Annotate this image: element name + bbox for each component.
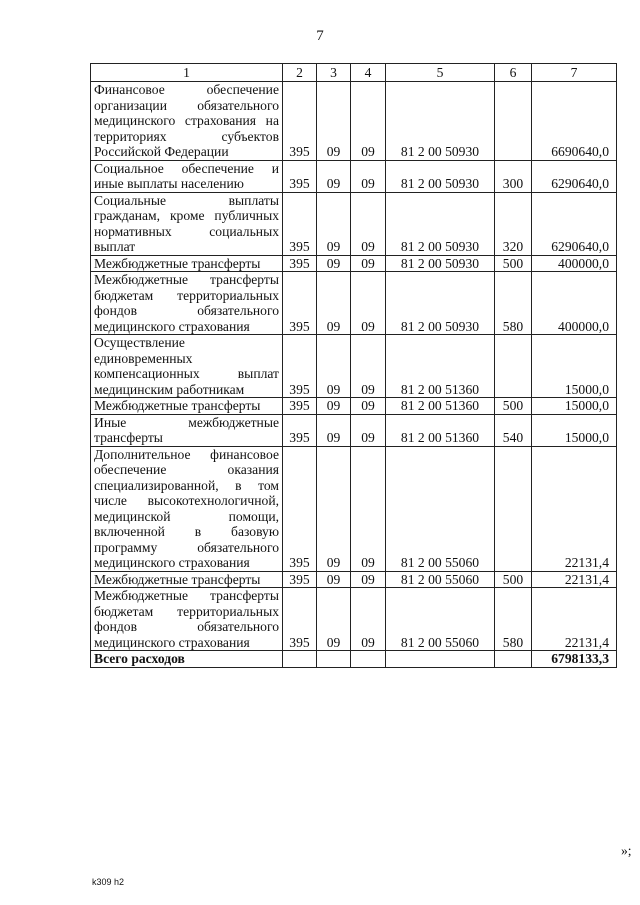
row-admin-code: 395 (283, 398, 317, 415)
table-row (91, 571, 617, 588)
row-subsection-code: 09 (351, 446, 386, 571)
row-target-code: 81 2 00 51360 (386, 398, 495, 415)
row-subsection-code: 09 (351, 571, 386, 588)
row-expense-type: 300 (495, 160, 532, 192)
row-expense-type: 540 (495, 414, 532, 446)
row-admin-code: 395 (283, 192, 317, 255)
table-row (91, 414, 617, 446)
row-admin-code: 395 (283, 82, 317, 161)
row-amount: 22131,4 (532, 588, 617, 651)
row-section-code: 09 (317, 255, 351, 272)
row-admin-code: 395 (283, 160, 317, 192)
row-admin-code: 395 (283, 588, 317, 651)
row-section-code: 09 (317, 82, 351, 161)
row-target-code: 81 2 00 55060 (386, 446, 495, 571)
row-section-code: 09 (317, 446, 351, 571)
row-section-code: 09 (317, 414, 351, 446)
row-section-code: 09 (317, 588, 351, 651)
total-amount: 6798133,3 (532, 651, 617, 668)
row-name: Межбюджетные трансферты (91, 398, 283, 415)
row-amount: 400000,0 (532, 255, 617, 272)
row-subsection-code: 09 (351, 414, 386, 446)
row-admin-code: 395 (283, 571, 317, 588)
row-subsection-code: 09 (351, 335, 386, 398)
row-subsection-code: 09 (351, 255, 386, 272)
row-expense-type: 500 (495, 398, 532, 415)
row-subsection-code: 09 (351, 192, 386, 255)
row-subsection-code: 09 (351, 82, 386, 161)
row-expense-type (495, 82, 532, 161)
column-header: 4 (351, 64, 386, 82)
row-section-code: 09 (317, 160, 351, 192)
row-admin-code: 395 (283, 335, 317, 398)
column-header: 2 (283, 64, 317, 82)
row-target-code: 81 2 00 50930 (386, 272, 495, 335)
table-row (91, 446, 617, 571)
column-header: 3 (317, 64, 351, 82)
row-amount: 15000,0 (532, 414, 617, 446)
row-amount: 400000,0 (532, 272, 617, 335)
row-section-code: 09 (317, 335, 351, 398)
row-section-code: 09 (317, 398, 351, 415)
table-row (91, 160, 617, 192)
budget-table (90, 63, 617, 668)
row-amount: 15000,0 (532, 335, 617, 398)
column-header: 6 (495, 64, 532, 82)
row-name: Дополнительное финансовое обеспечение оказания специализированной, в том числе высокотехнологичной, медицинской помощи, включенной в базовую программу обязательного медицинского страхования (91, 446, 283, 571)
row-expense-type: 320 (495, 192, 532, 255)
table-row (91, 255, 617, 272)
table-header-row (91, 64, 617, 82)
page-number: 7 (316, 28, 324, 44)
row-name: Межбюджетные трансферты (91, 571, 283, 588)
row-target-code: 81 2 00 51360 (386, 335, 495, 398)
row-name: Финансовое обеспечение организации обязательного медицинского страхования на территориях субъектов Российской Федерации (91, 82, 283, 161)
row-admin-code: 395 (283, 414, 317, 446)
row-expense-type (495, 335, 532, 398)
row-target-code: 81 2 00 50930 (386, 192, 495, 255)
column-header: 5 (386, 64, 495, 82)
row-name: Социальные выплаты гражданам, кроме публичных нормативных социальных выплат (91, 192, 283, 255)
row-target-code: 81 2 00 55060 (386, 571, 495, 588)
row-amount: 15000,0 (532, 398, 617, 415)
row-admin-code: 395 (283, 272, 317, 335)
row-amount: 22131,4 (532, 446, 617, 571)
row-section-code: 09 (317, 192, 351, 255)
row-amount: 6290640,0 (532, 192, 617, 255)
row-name: Иные межбюджетные трансферты (91, 414, 283, 446)
row-name: Межбюджетные трансферты (91, 255, 283, 272)
row-expense-type: 500 (495, 571, 532, 588)
row-name: Межбюджетные трансферты бюджетам территориальных фондов обязательного медицинского страхования (91, 588, 283, 651)
row-subsection-code: 09 (351, 588, 386, 651)
row-target-code: 81 2 00 50930 (386, 82, 495, 161)
row-expense-type: 580 (495, 272, 532, 335)
row-target-code: 81 2 00 50930 (386, 160, 495, 192)
row-target-code: 81 2 00 50930 (386, 255, 495, 272)
row-admin-code: 395 (283, 446, 317, 571)
table-row (91, 398, 617, 415)
row-expense-type: 500 (495, 255, 532, 272)
total-row (91, 651, 617, 668)
row-amount: 6290640,0 (532, 160, 617, 192)
table-row (91, 272, 617, 335)
column-header: 1 (91, 64, 283, 82)
row-section-code: 09 (317, 571, 351, 588)
row-target-code: 81 2 00 55060 (386, 588, 495, 651)
row-expense-type: 580 (495, 588, 532, 651)
document-code: k309 h2 (92, 877, 125, 887)
table-row (91, 335, 617, 398)
closing-quote-mark: »; (621, 843, 632, 858)
row-admin-code: 395 (283, 255, 317, 272)
table-row (91, 82, 617, 161)
row-name: Межбюджетные трансферты бюджетам территориальных фондов обязательного медицинского страхования (91, 272, 283, 335)
column-header: 7 (532, 64, 617, 82)
row-name: Осуществление единовременных компенсационных выплат медицинским работникам (91, 335, 283, 398)
table-row (91, 588, 617, 651)
table-body (91, 82, 617, 668)
table-row (91, 192, 617, 255)
total-label: Всего расходов (91, 651, 283, 668)
row-amount: 6690640,0 (532, 82, 617, 161)
row-subsection-code: 09 (351, 398, 386, 415)
row-expense-type (495, 446, 532, 571)
row-target-code: 81 2 00 51360 (386, 414, 495, 446)
row-subsection-code: 09 (351, 160, 386, 192)
row-section-code: 09 (317, 272, 351, 335)
row-name: Социальное обеспечение и иные выплаты населению (91, 160, 283, 192)
row-amount: 22131,4 (532, 571, 617, 588)
row-subsection-code: 09 (351, 272, 386, 335)
